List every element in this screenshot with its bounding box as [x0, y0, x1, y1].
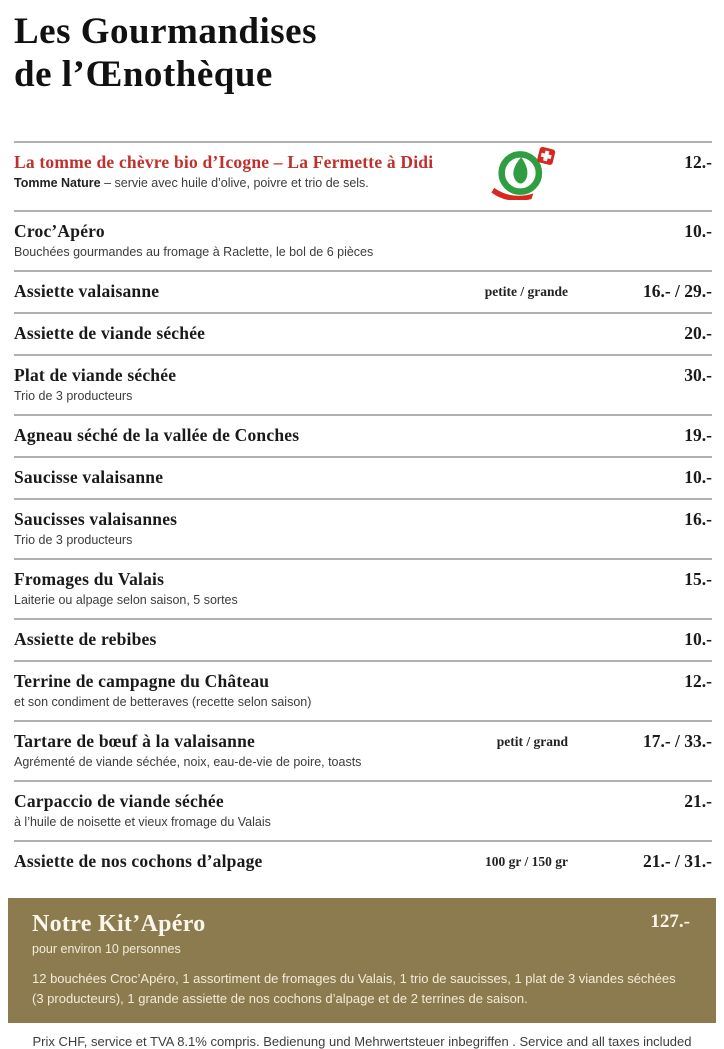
menu-item-name: Tartare de bœuf à la valaisanne [14, 730, 256, 751]
menu-list [14, 141, 712, 882]
menu-item-row [14, 720, 712, 780]
menu-item-price: 30.- [684, 364, 712, 385]
organic-swiss-leaf-icon [486, 146, 562, 200]
kit-apero-description: 12 bouchées Croc’Apéro, 1 assortiment de fromages du Valais, 1 trio de saucisses, 1 plat de 3 viandes séchées (3 producteurs), 1 grande assiette de nos cochons d’alpage et de 2 terrines de saison. [32, 970, 676, 1006]
menu-item-text [14, 509, 568, 548]
menu-item-price: 10.- [684, 628, 712, 649]
page-title-line2: de l’Œnothèque [14, 54, 273, 96]
kit-apero-box [8, 898, 716, 1023]
menu-item-description [14, 175, 476, 191]
menu-item-price: 10.- [684, 220, 712, 241]
menu-item-description [14, 244, 568, 260]
menu-item-size-label: 100 gr / 150 gr [485, 853, 568, 869]
menu-item-description [14, 814, 568, 830]
menu-item-row [14, 270, 712, 312]
menu-item-row [14, 840, 712, 882]
menu-item-description [14, 754, 485, 770]
menu-item-name: Croc’Apéro [14, 220, 105, 241]
menu-item-price: 10.- [684, 466, 712, 487]
menu-item-size-label: petite / grande [484, 283, 568, 299]
tax-notice: Prix CHF, service et TVA 8.1% compris. Bedienung und Mehrwertsteuer inbegriffen . Service and all taxes included [32, 1033, 692, 1049]
menu-item-row [14, 558, 712, 618]
menu-item-price: 20.- [684, 322, 712, 343]
menu-item-text [14, 323, 568, 344]
menu-item-description-rest: et son condiment de betteraves (recette selon saison) [14, 694, 312, 709]
menu-item-description [14, 532, 568, 548]
menu-item-text [14, 365, 568, 404]
page-title-line1: Les Gourmandises [14, 11, 318, 52]
menu-item-price: 12.- [684, 151, 712, 172]
menu-item-text [14, 731, 485, 770]
menu-item-row [14, 414, 712, 456]
kit-apero-subtitle: pour environ 10 personnes [32, 941, 181, 956]
menu-item-text [14, 281, 473, 302]
kit-apero-title: Notre Kit’Apéro [32, 910, 206, 937]
menu-item-row [14, 210, 712, 270]
menu-item-price: 16.- [684, 508, 712, 529]
menu-item-name: Saucisse valaisanne [14, 466, 164, 487]
menu-item-description-bold: Tomme Nature [14, 175, 101, 190]
menu-item-price: 15.- [684, 568, 712, 589]
menu-item-name: Terrine de campagne du Château [14, 670, 270, 691]
menu-item-row [14, 312, 712, 354]
menu-item-name: La tomme de chèvre bio d’Icogne – La Fermette à Didi [14, 151, 434, 172]
menu-item-price: 21.- [684, 790, 712, 811]
menu-item-price: 12.- [684, 670, 712, 691]
menu-item-name: Agneau séché de la vallée de Conches [14, 424, 300, 445]
menu-item-row [14, 354, 712, 414]
menu-item-text [14, 791, 568, 830]
menu-item-description-rest: Trio de 3 producteurs [14, 388, 133, 403]
menu-item-text [14, 569, 568, 608]
menu-item-name: Plat de viande séchée [14, 364, 177, 385]
menu-item-text [14, 467, 568, 488]
menu-item-description-rest: Laiterie ou alpage selon saison, 5 sortes [14, 592, 238, 607]
menu-item-description-rest: Agrémenté de viande séchée, noix, eau-de-vie de poire, toasts [14, 754, 362, 769]
menu-item-description [14, 592, 568, 608]
menu-item-text [14, 629, 568, 650]
menu-item-name: Carpaccio de viande séchée [14, 790, 224, 811]
menu-item-description-rest: Trio de 3 producteurs [14, 532, 133, 547]
menu-item-row [14, 456, 712, 498]
menu-item-name: Assiette de rebibes [14, 628, 157, 649]
menu-item-price: 21.- / 31.- [642, 850, 712, 871]
menu-item-size-label: petit / grand [496, 733, 568, 749]
menu-item-text [14, 671, 568, 710]
menu-item-name: Saucisses valaisannes [14, 508, 178, 529]
menu-item-text [14, 425, 568, 446]
menu-item-description-rest: – servie avec huile d’olive, poivre et trio de sels. [100, 175, 369, 190]
menu-item-row [14, 141, 712, 210]
menu-item-description [14, 388, 568, 404]
menu-item-text [14, 221, 568, 260]
menu-item-row [14, 618, 712, 660]
menu-item-text [14, 851, 473, 872]
menu-item-description-rest: à l’huile de noisette et vieux fromage du Valais [14, 814, 271, 829]
menu-item-row [14, 780, 712, 840]
menu-item-description-rest: Bouchées gourmandes au fromage à Raclette, le bol de 6 pièces [14, 244, 374, 259]
menu-item-price: 19.- [684, 424, 712, 445]
menu-item-name: Assiette de viande séchée [14, 322, 206, 343]
kit-apero-price: 127.- [650, 910, 690, 932]
page-title [14, 10, 712, 97]
menu-item-name: Assiette valaisanne [14, 280, 160, 301]
menu-item-price: 17.- / 33.- [642, 730, 712, 751]
menu-item-name: Fromages du Valais [14, 568, 165, 589]
menu-item-row [14, 498, 712, 558]
kit-apero-header [32, 911, 690, 937]
menu-item-name: Assiette de nos cochons d’alpage [14, 850, 263, 871]
menu-item-row [14, 660, 712, 720]
menu-item-price: 16.- / 29.- [642, 280, 712, 301]
menu-item-description [14, 694, 568, 710]
menu-item-text [14, 152, 476, 191]
